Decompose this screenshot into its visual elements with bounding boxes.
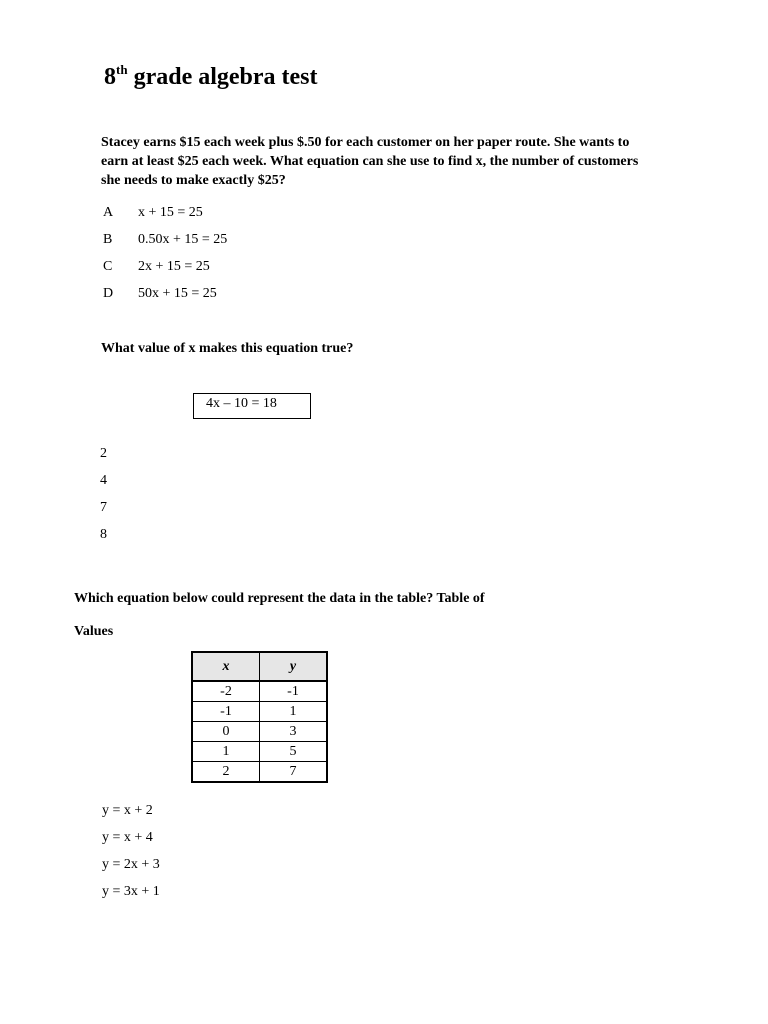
- option-text: 50x + 15 = 25: [138, 286, 217, 301]
- question-3-option: y = x + 2: [102, 803, 153, 818]
- table-cell: -1: [192, 702, 260, 722]
- question-2-text: What value of x makes this equation true?: [101, 341, 354, 356]
- table-row: [192, 702, 327, 722]
- table-cell: -2: [192, 681, 260, 702]
- title-superscript: th: [116, 62, 128, 77]
- table-header-x: x: [192, 652, 260, 681]
- table-row: [192, 742, 327, 762]
- table-cell: 1: [260, 702, 328, 722]
- option-letter: C: [103, 259, 113, 274]
- equation-box: 4x – 10 = 18: [193, 393, 311, 419]
- table-cell: 2: [192, 762, 260, 783]
- values-table: [191, 651, 328, 783]
- table-cell: 1: [192, 742, 260, 762]
- option-text: 2x + 15 = 25: [138, 259, 210, 274]
- question-3-option: y = 2x + 3: [102, 857, 160, 872]
- title-suffix: grade algebra test: [127, 64, 318, 90]
- table-cell: 7: [260, 762, 328, 783]
- table-header-row: [192, 652, 327, 681]
- question-3-text: Which equation below could represent the data in the table? Table of: [74, 591, 485, 606]
- option-text: x + 15 = 25: [138, 205, 203, 220]
- page-title: [104, 64, 318, 91]
- table-cell: 0: [192, 722, 260, 742]
- question-1-option-b: [103, 231, 227, 249]
- question-3-option: y = x + 4: [102, 830, 153, 845]
- table-row: [192, 722, 327, 742]
- option-letter: A: [103, 205, 114, 220]
- table-row: [192, 762, 327, 783]
- table-cell: 3: [260, 722, 328, 742]
- question-1-option-d: [103, 285, 217, 303]
- question-2-option: 2: [100, 446, 107, 461]
- question-2-option: 8: [100, 527, 107, 542]
- option-text: 0.50x + 15 = 25: [138, 232, 228, 247]
- question-3-option: y = 3x + 1: [102, 884, 160, 899]
- table-cell: -1: [260, 681, 328, 702]
- table-cell: 5: [260, 742, 328, 762]
- option-letter: D: [103, 286, 114, 301]
- option-letter: B: [103, 232, 113, 247]
- table-row: [192, 681, 327, 702]
- question-2-option: 7: [100, 500, 107, 515]
- table-header-y: y: [260, 652, 328, 681]
- question-1-option-c: [103, 258, 210, 276]
- question-3-text-continued: Values: [74, 624, 114, 639]
- question-1-option-a: [103, 204, 203, 222]
- question-2-option: 4: [100, 473, 107, 488]
- question-1-text: Stacey earns $15 each week plus $.50 for each customer on her paper route. She wants to earn at least $25 each week. What equation can she use to find x, the number of customers she needs to make exactly $25?: [101, 135, 639, 188]
- title-prefix: 8: [104, 64, 116, 90]
